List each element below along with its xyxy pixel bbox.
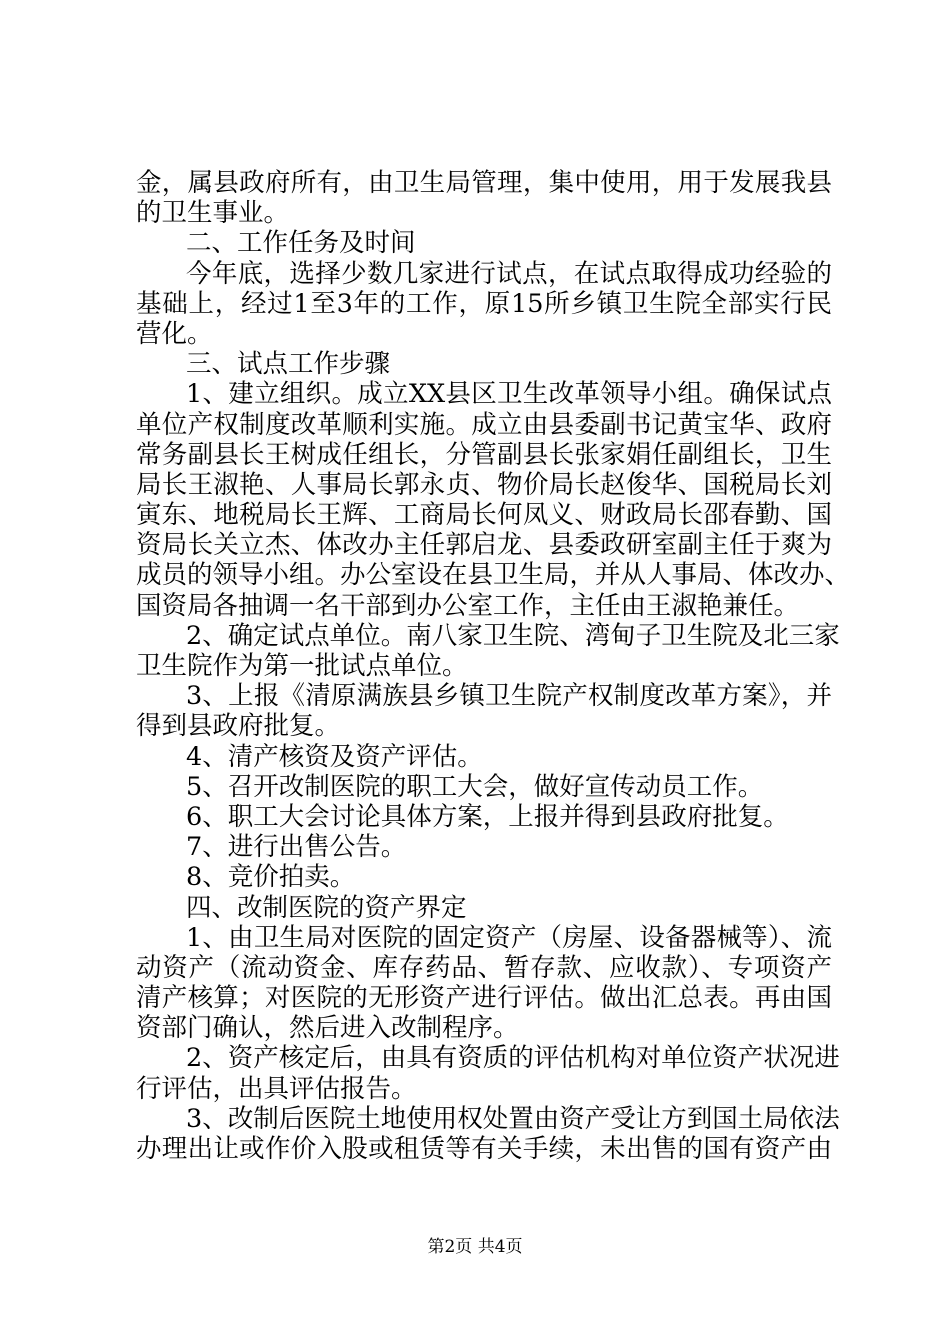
text-line: 1、由卫生局对医院的固定资产（房屋、设备器械等）、流	[186, 922, 832, 953]
text-line: 动资产（流动资金、库存药品、暂存款、应收款）、专项资产	[136, 952, 832, 983]
text-line: 行评估，出具评估报告。	[136, 1073, 417, 1104]
list-item: 7、进行出售公告。	[186, 832, 407, 863]
text-line: 资局长关立杰、体改办主任郭启龙、县委政研室副主任于爽为	[136, 530, 832, 561]
list-item: 8、竞价拍卖。	[186, 862, 356, 893]
text-line: 3、改制后医院土地使用权处置由资产受让方到国土局依法	[186, 1103, 840, 1134]
document-body	[136, 168, 851, 1164]
text-line: 资部门确认，然后进入改制程序。	[136, 1013, 519, 1044]
page-number: 第2页 共4页	[427, 1237, 523, 1257]
text-line: 得到县政府批复。	[136, 711, 341, 742]
text-line: 成员的领导小组。办公室设在县卫生局，并从人事局、体改办、	[136, 560, 851, 591]
text-line: 常务副县长王树成任组长，分管副县长张家娟任副组长，卫生	[136, 439, 832, 470]
text-line: 卫生院作为第一批试点单位。	[136, 651, 468, 681]
section-heading: 四、改制医院的资产界定	[186, 892, 467, 923]
text-line: 金，属县政府所有，由卫生局管理，集中使用，用于发展我县	[136, 168, 832, 198]
text-line: 2、资产核定后，由具有资质的评估机构对单位资产状况进	[186, 1043, 840, 1074]
text-line: 2、确定试点单位。南八家卫生院、湾甸子卫生院及北三家	[186, 620, 840, 651]
text-line: 国资局各抽调一名干部到办公室工作，主任由王淑艳兼任。	[136, 590, 800, 621]
text-line: 清产核算；对医院的无形资产进行评估。做出汇总表。再由国	[136, 983, 832, 1014]
text-line: 今年底，选择少数几家进行试点，在试点取得成功经验的	[186, 258, 832, 289]
text-line: 办理出让或作价入股或租赁等有关手续，未出售的国有资产由	[136, 1134, 832, 1164]
list-item: 6、职工大会讨论具体方案，上报并得到县政府批复。	[186, 801, 789, 832]
section-heading: 二、工作任务及时间	[186, 228, 416, 259]
text-line: 基础上，经过1至3年的工作，原15所乡镇卫生院全部实行民	[136, 288, 832, 319]
text-line: 寅东、地税局长王辉、工商局长何凤义、财政局长邵春勤、国	[136, 500, 832, 531]
text-line: 营化。	[136, 318, 213, 349]
text-line: 的卫生事业。	[136, 198, 290, 229]
text-line: 1、建立组织。成立XX县区卫生改革领导小组。确保试点	[186, 379, 832, 410]
list-item: 5、召开改制医院的职工大会，做好宣传动员工作。	[186, 771, 764, 802]
text-line: 3、上报《清原满族县乡镇卫生院产权制度改革方案》，并	[186, 681, 832, 712]
section-heading: 三、试点工作步骤	[186, 349, 391, 380]
list-item: 4、清产核资及资产评估。	[186, 741, 483, 772]
text-line: 单位产权制度改革顺利实施。成立由县委副书记黄宝华、政府	[136, 409, 832, 440]
text-line: 局长王淑艳、人事局长郭永贞、物价局长赵俊华、国税局长刘	[136, 469, 832, 500]
